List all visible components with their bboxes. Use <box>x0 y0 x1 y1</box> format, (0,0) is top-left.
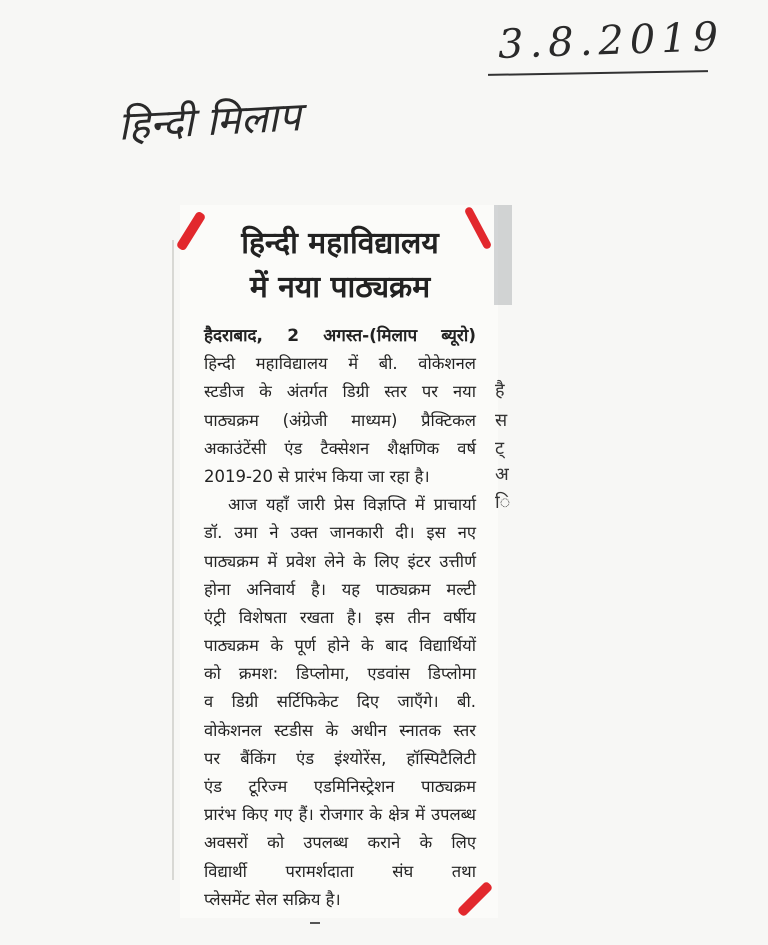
neighbor-fragment: स <box>495 410 508 431</box>
neighbor-fragment: अ <box>495 464 509 485</box>
article-line: होना अनिवार्य है। यह पाठ्यक्रम मल्टी <box>204 579 476 599</box>
neighbor-fragment: ि <box>495 492 511 513</box>
article-line: पाठ्यक्रम के पूर्ण होने के बाद विद्यार्थियों <box>204 636 476 656</box>
article-line: प्लेसमेंट सेल सक्रिय है। <box>204 889 341 909</box>
headline-line: हिन्दी महाविद्यालय <box>241 226 439 261</box>
neighbor-fragment: है <box>495 380 505 401</box>
article-line: वोकेशनल स्टडीस के अधीन स्नातक स्तर <box>204 720 476 740</box>
page-mark <box>310 922 320 924</box>
article-line: विद्यार्थी परामर्शदाता संघ तथा <box>204 861 476 881</box>
article-line: स्टडीज के अंतर्गत डिग्री स्तर पर नया <box>204 382 476 402</box>
handwritten-date: 3.8.2019 <box>497 14 725 68</box>
article-dateline: हैदराबाद, 2 अगस्त-(मिलाप ब्यूरो) <box>204 326 476 346</box>
article-line: डॉ. उमा ने उक्त जानकारी दी। इस नए <box>204 523 476 543</box>
clipping-shadow-edge <box>172 240 174 880</box>
article-line: पाठ्यक्रम (अंग्रेजी माध्यम) प्रैक्टिकल <box>204 410 476 430</box>
article-line: एंड टूरिज्म एडमिनिस्ट्रेशन पाठ्यक्रम <box>204 777 476 796</box>
headline-line: में नया पाठ्यक्रम <box>249 270 431 305</box>
article-line: पर बैंकिंग एंड इंश्योरेंस, हॉस्पिटैलिटी <box>204 748 476 768</box>
article-line: आज यहाँ जारी प्रेस विज्ञप्ति में प्राचार्या <box>228 495 476 515</box>
article-line: प्रारंभ किए गए हैं। रोजगार के क्षेत्र में उपलब्ध <box>204 805 476 825</box>
article-line: 2019-20 से प्रारंभ किया जा रहा है। <box>204 466 430 486</box>
article-line: व डिग्री सर्टिफिकेट दिए जाएँगे। बी. <box>204 692 476 712</box>
date-underline <box>488 70 708 76</box>
article-line: पाठ्यक्रम में प्रवेश लेने के लिए इंटर उत्तीर्ण <box>204 551 476 571</box>
neighbor-fragment: ट् <box>495 438 505 459</box>
article-line: अवसरों को उपलब्ध कराने के लिए <box>204 833 476 853</box>
article-body <box>204 322 476 914</box>
neighbor-column-photo <box>494 205 512 305</box>
article-headline <box>205 222 475 310</box>
article-line: हिन्दी महाविद्यालय में बी. वोकेशनल <box>204 354 476 374</box>
article-line: एंट्री विशेषता रखता है। इस तीन वर्षीय <box>204 607 476 627</box>
article-line: अकाउंटेंसी एंड टैक्सेशन शैक्षणिक वर्ष <box>204 438 476 458</box>
article-line: को क्रमश: डिप्लोमा, एडवांस डिप्लोमा <box>204 664 476 684</box>
handwritten-source-name: हिन्दी मिलाप <box>117 94 302 150</box>
